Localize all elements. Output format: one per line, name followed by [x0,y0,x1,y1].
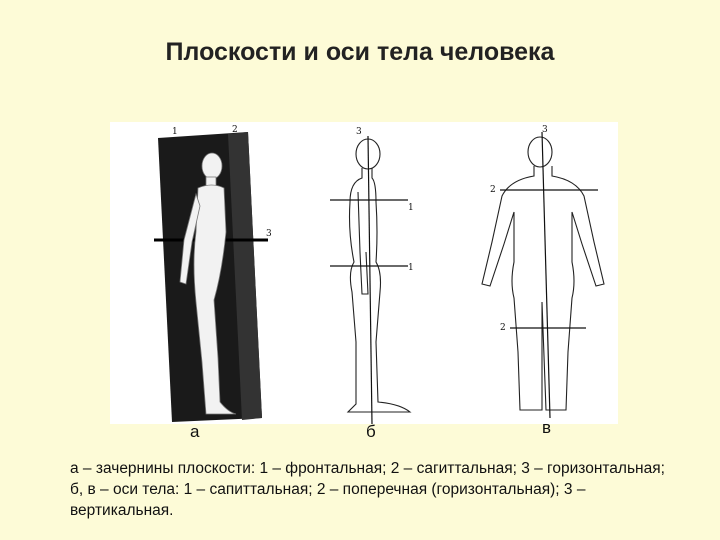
axis-number-v-3: 3 [542,125,548,135]
axis-number-v-2-lower: 2 [500,323,506,333]
vertical-axis-b [368,136,372,424]
anatomy-figure-panel [110,122,618,424]
figure-v-label: в [542,418,552,437]
figure-caption: а – зачернины плоскости: 1 – фронтальная; 2 – сагиттальная; 3 – горизонтальная; б, в – оси тела: 1 – сапиттальная; 2 – поперечная (горизонтальная); 3 – вертикальная. [70,460,665,519]
axis-number-b-1-lower: 1 [408,263,414,273]
figure-v-axes [482,125,604,418]
axis-number-b-1-upper: 1 [408,203,414,213]
figure-b-label: б [366,422,376,441]
figure-b-body [348,139,410,412]
figure-a-planes [154,125,272,422]
figure-b-axes [330,127,414,424]
axis-number-v-2-upper: 2 [490,185,496,195]
anatomy-illustration [110,122,618,424]
plane-number-1: 1 [172,127,178,137]
plane-number-3: 3 [266,229,272,239]
slide-title: Плоскости и оси тела человека [165,38,555,66]
plane-number-2: 2 [232,125,238,135]
axis-number-b-3: 3 [356,127,362,137]
vertical-axis-v [542,132,550,418]
figure-a-label: а [190,422,200,441]
